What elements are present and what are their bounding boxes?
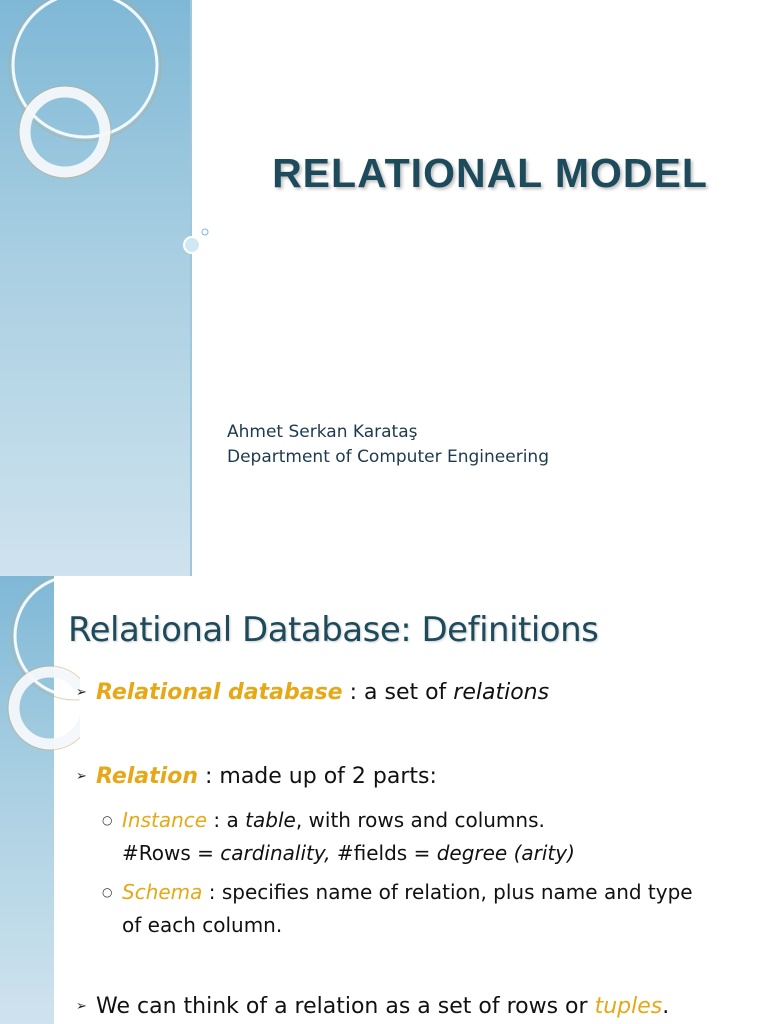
bullet-text: : made up of 2 parts: [198, 764, 437, 789]
arrow-bullet-icon: ➢ [76, 769, 87, 784]
fields-label: #fields = [330, 841, 437, 865]
arrow-bullet-icon: ➢ [76, 685, 87, 700]
ring-bullet-icon: ○ [102, 885, 113, 899]
bullet-relation [76, 764, 437, 789]
term-relational-database: Relational database [96, 680, 343, 705]
bullet-text: : a set of [342, 680, 454, 705]
period: . [662, 994, 670, 1019]
subbullet-text: : a [207, 808, 246, 832]
term-schema: Schema [122, 880, 203, 904]
emphasis-degree: degree (arity) [436, 841, 575, 865]
subbullet-text: : specifies name of relation, plus name and type [202, 880, 693, 904]
slide-title: Relational Database: Definitions [68, 610, 599, 650]
subbullet-schema [102, 876, 693, 942]
term-tuples: tuples [594, 994, 663, 1019]
emphasis-cardinality: cardinality, [220, 841, 331, 865]
emphasis-relations: relations [453, 680, 550, 705]
arrow-bullet-icon: ➢ [76, 999, 87, 1014]
subbullet-line2 [102, 837, 575, 870]
author-name: Ahmet Serkan Karataş [227, 422, 418, 442]
slide-title: RELATIONAL MODEL [272, 150, 708, 196]
ring-bullet-icon: ○ [102, 813, 113, 827]
term-relation: Relation [96, 764, 198, 789]
subbullet-instance [102, 804, 575, 870]
subbullet-line2: of each column. [122, 913, 283, 937]
subbullet-text: , with rows and columns. [295, 808, 545, 832]
bullet-relational-database [76, 680, 549, 705]
decorative-rings [0, 576, 80, 776]
rows-label: #Rows = [122, 841, 221, 865]
bullet-text: We can think of a relation as a set of rows or [96, 994, 595, 1019]
term-instance: Instance [122, 808, 208, 832]
author-block [227, 420, 549, 470]
bullet-tuples [76, 994, 669, 1019]
emphasis-table: table [245, 808, 296, 832]
decorative-rings [0, 0, 230, 260]
author-department: Department of Computer Engineering [227, 447, 549, 467]
